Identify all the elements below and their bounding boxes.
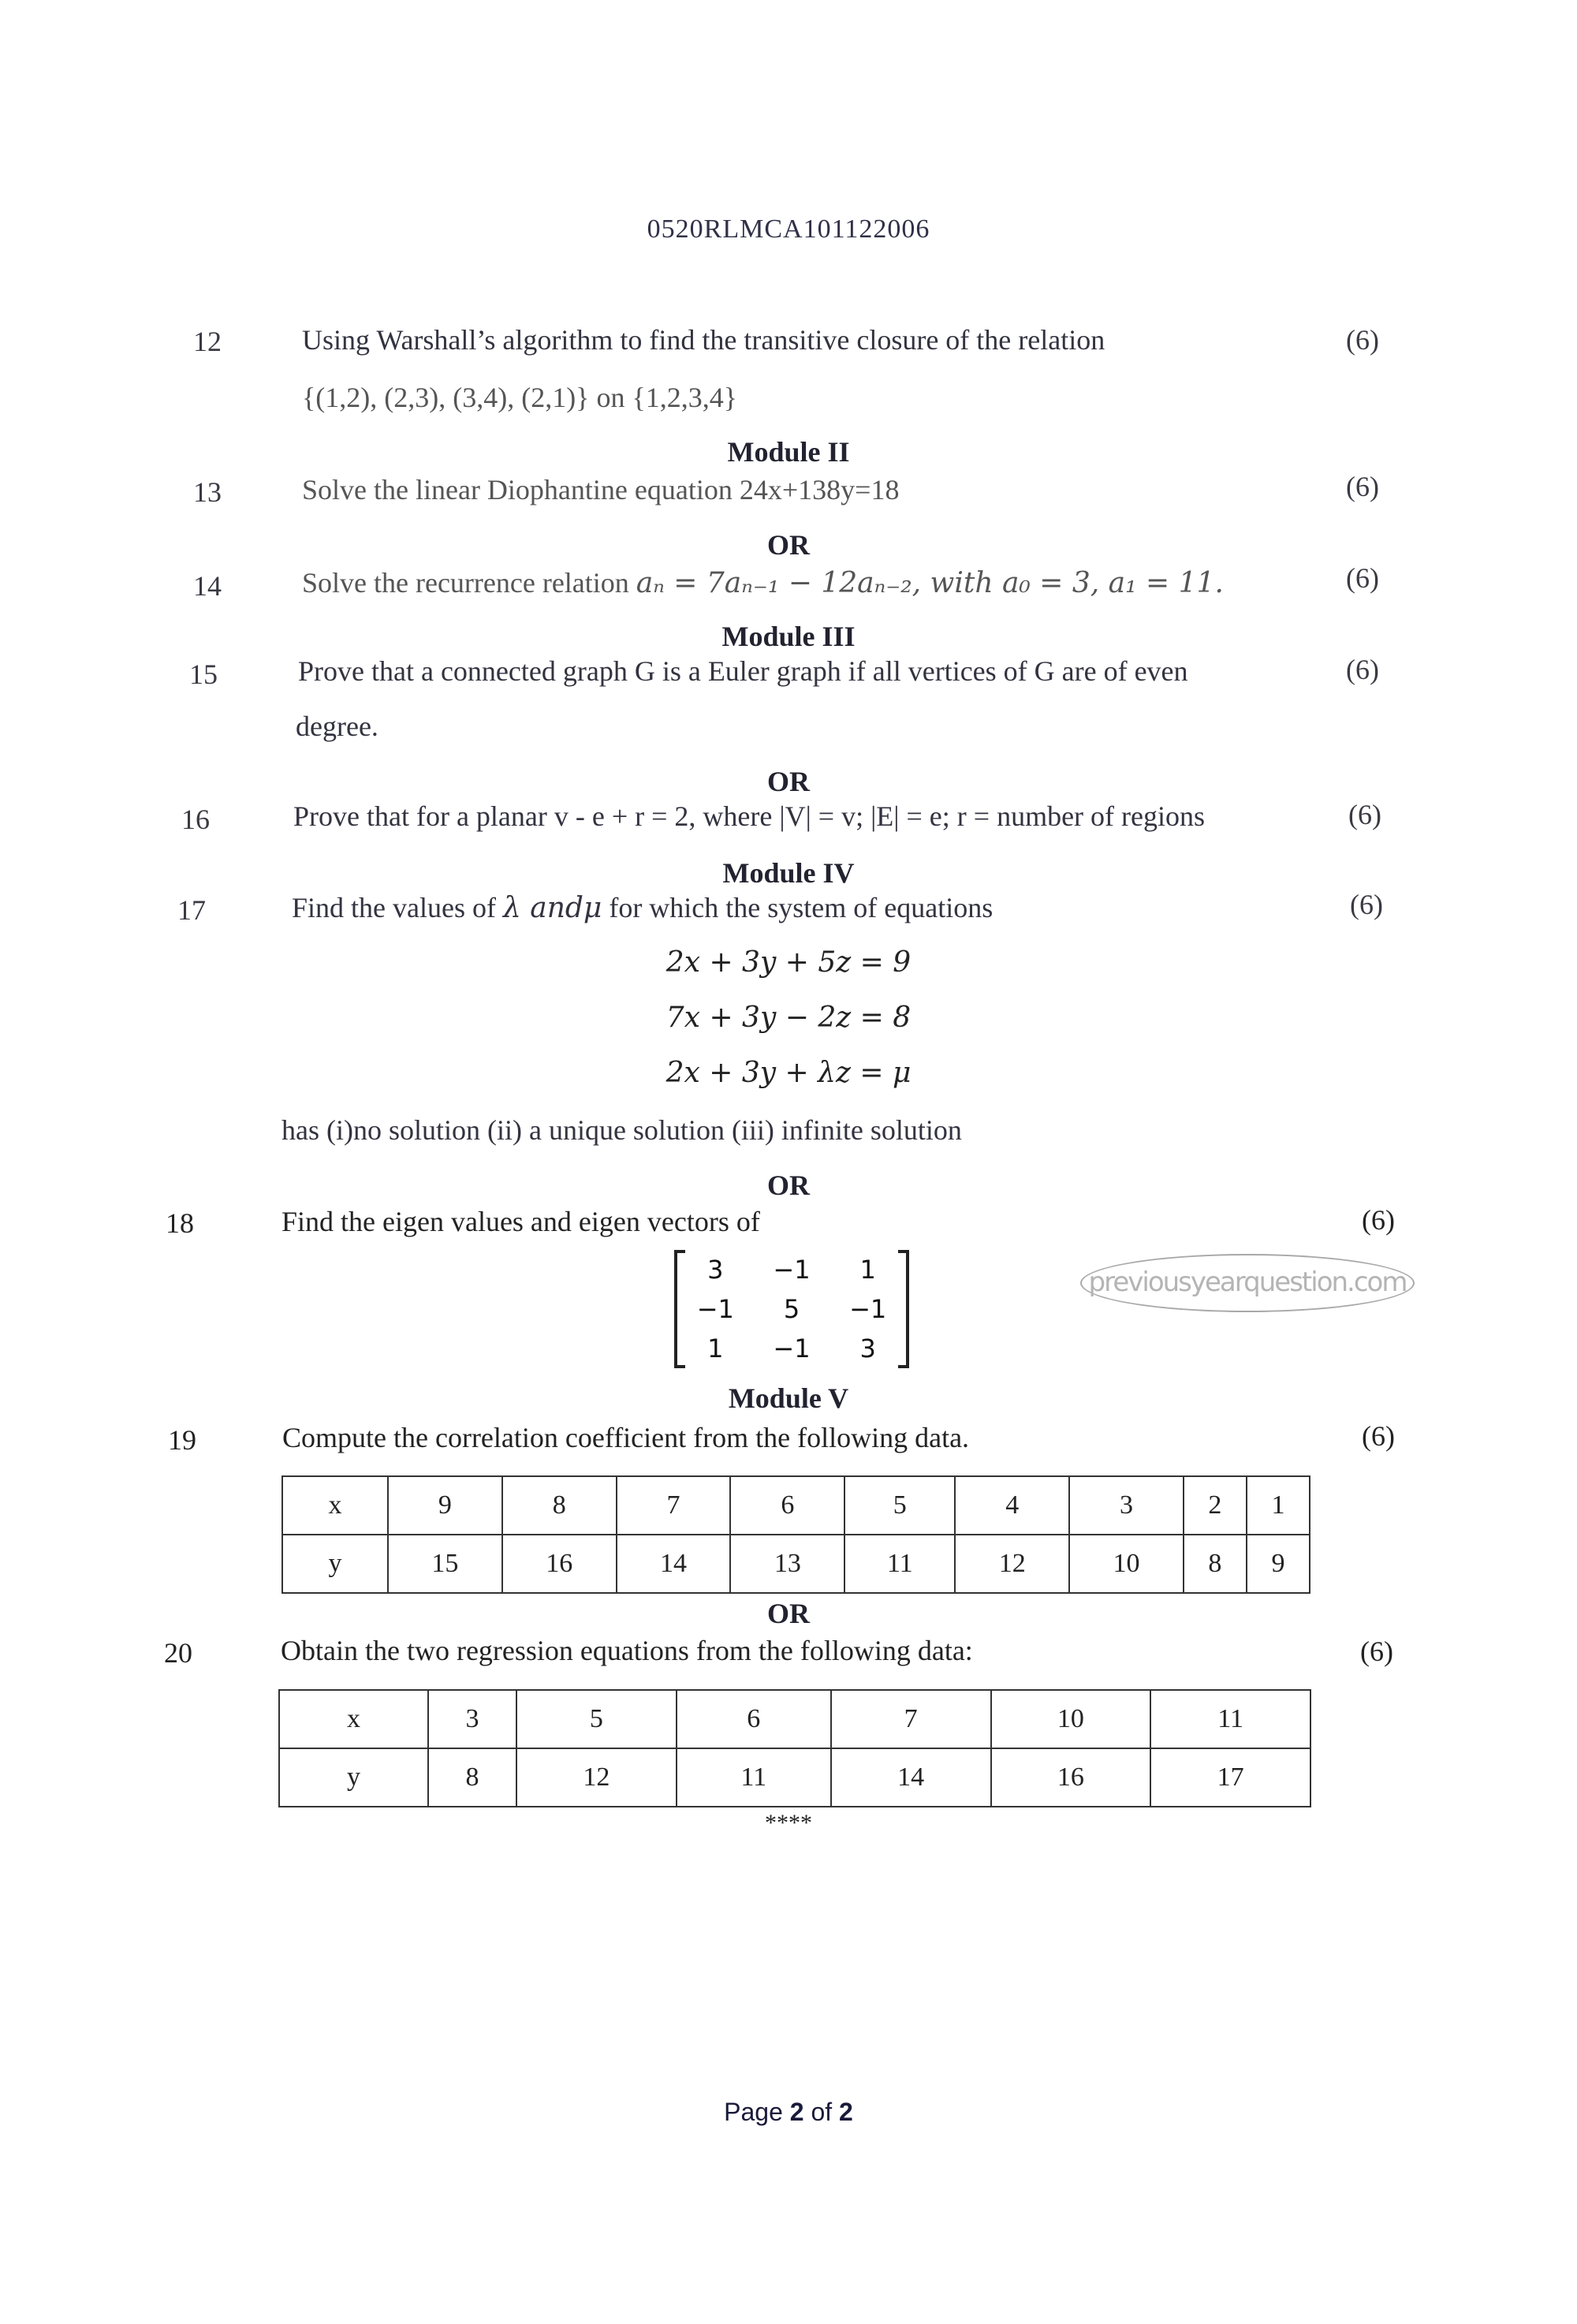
table-cell: 15 xyxy=(388,1535,502,1593)
question-marks-13: (6) xyxy=(1346,471,1379,502)
matrix-cell: 5 xyxy=(783,1294,800,1324)
question-number-15: 15 xyxy=(189,658,218,690)
page-footer xyxy=(0,2098,1577,2127)
table-cell: 4 xyxy=(955,1476,1069,1535)
table-cell: 7 xyxy=(831,1690,991,1748)
paper-code: 0520RLMCA101122006 xyxy=(647,214,930,244)
question-number-12: 12 xyxy=(193,326,222,357)
question-text-14-prefix: Solve the recurrence relation xyxy=(302,567,629,599)
table-cell: 3 xyxy=(1069,1476,1184,1535)
table-cell: 10 xyxy=(1069,1535,1184,1593)
question-number-20: 20 xyxy=(164,1637,192,1669)
table-cell: 3 xyxy=(428,1690,516,1748)
watermark-stamp: previousyearquestion.com xyxy=(1080,1254,1415,1312)
question-text-17-before: Find the values of xyxy=(292,892,496,923)
question-marks-12: (6) xyxy=(1346,324,1379,356)
matrix-cell: −1 xyxy=(849,1294,887,1324)
module-heading-3: Module III xyxy=(721,621,856,652)
question-text-12: Using Warshall’s algorithm to find the transitive closure of the relation xyxy=(302,324,1105,356)
table-cell: 5 xyxy=(844,1476,955,1535)
module-heading-4: Module IV xyxy=(722,857,855,889)
question-text-20: Obtain the two regression equations from the following data: xyxy=(281,1635,973,1666)
question-number-13: 13 xyxy=(193,476,222,508)
table-header-x: x xyxy=(279,1690,428,1748)
table-header-y: y xyxy=(282,1535,388,1593)
question-number-19: 19 xyxy=(168,1424,196,1456)
table-row-y xyxy=(282,1535,1310,1593)
table-cell: 14 xyxy=(831,1748,991,1807)
footer-current-page: 2 xyxy=(789,2098,804,2126)
end-of-paper-mark: **** xyxy=(765,1810,812,1836)
question-text-12-relation: {(1,2), (2,3), (3,4), (2,1)} on {1,2,3,4} xyxy=(302,382,738,413)
question-text-17 xyxy=(292,891,993,924)
question-marks-15: (6) xyxy=(1346,654,1379,685)
question-text-16: Prove that for a planar v - e + r = 2, where |V| = v; |E| = e; r = number of regions xyxy=(293,800,1206,832)
question-marks-14: (6) xyxy=(1346,562,1379,594)
module-heading-5: Module V xyxy=(728,1382,849,1414)
question-number-16: 16 xyxy=(181,804,210,835)
eigen-matrix xyxy=(674,1250,909,1368)
regression-data-table xyxy=(278,1689,1311,1807)
question-marks-19: (6) xyxy=(1362,1420,1395,1452)
table-cell: 8 xyxy=(1184,1535,1247,1593)
module-heading-2: Module II xyxy=(727,436,850,468)
question-text-18: Find the eigen values and eigen vectors of xyxy=(281,1206,760,1237)
question-marks-16: (6) xyxy=(1348,799,1381,830)
matrix-cell: 1 xyxy=(859,1255,876,1285)
table-cell: 6 xyxy=(677,1690,831,1748)
footer-of-label: of xyxy=(811,2098,833,2126)
or-separator-15-16: OR xyxy=(767,766,810,797)
table-cell: 9 xyxy=(388,1476,502,1535)
table-cell: 16 xyxy=(502,1535,617,1593)
question-text-14 xyxy=(302,566,1224,599)
recurrence-formula: aₙ = 7aₙ₋₁ − 12aₙ₋₂, with a₀ = 3, a₁ = 11. xyxy=(636,567,1224,599)
table-cell: 1 xyxy=(1247,1476,1310,1535)
table-cell: 9 xyxy=(1247,1535,1310,1593)
matrix-cell: 1 xyxy=(707,1334,724,1363)
table-cell: 17 xyxy=(1150,1748,1310,1807)
table-cell: 12 xyxy=(516,1748,677,1807)
matrix-cell: −1 xyxy=(773,1255,811,1285)
matrix-cell: −1 xyxy=(696,1294,734,1324)
question-marks-20: (6) xyxy=(1360,1636,1393,1667)
question-text-19: Compute the correlation coefficient from the following data. xyxy=(282,1422,970,1453)
table-cell: 13 xyxy=(730,1535,844,1593)
table-cell: 5 xyxy=(516,1690,677,1748)
question-text-15: Prove that a connected graph G is a Euler graph if all vertices of G are of even xyxy=(298,655,1188,687)
table-cell: 11 xyxy=(1150,1690,1310,1748)
table-row-x xyxy=(279,1690,1310,1748)
table-cell: 10 xyxy=(991,1690,1151,1748)
equation-1: 2x + 3y + 5z = 9 xyxy=(665,946,912,979)
table-cell: 8 xyxy=(502,1476,617,1535)
table-row-y xyxy=(279,1748,1310,1807)
matrix-cell: 3 xyxy=(707,1255,724,1285)
question-text-15-cont: degree. xyxy=(296,711,378,742)
question-text-13: Solve the linear Diophantine equation 24x+138y=18 xyxy=(302,474,900,505)
equation-2: 7x + 3y − 2z = 8 xyxy=(665,1002,912,1034)
or-separator-17-18: OR xyxy=(767,1169,810,1201)
footer-total-pages: 2 xyxy=(839,2098,853,2126)
table-cell: 16 xyxy=(991,1748,1151,1807)
table-cell: 11 xyxy=(844,1535,955,1593)
question-text-17-cont: has (i)no solution (ii) a unique solution (iii) infinite solution xyxy=(281,1114,962,1146)
question-number-18: 18 xyxy=(166,1207,194,1239)
or-separator-19-20: OR xyxy=(767,1598,810,1629)
or-separator-13-14: OR xyxy=(767,529,810,561)
table-cell: 12 xyxy=(955,1535,1069,1593)
question-marks-18: (6) xyxy=(1362,1204,1395,1236)
table-cell: 14 xyxy=(617,1535,731,1593)
table-row-x xyxy=(282,1476,1310,1535)
equation-3: 2x + 3y + λz = μ xyxy=(665,1057,912,1089)
table-header-y: y xyxy=(279,1748,428,1807)
table-cell: 2 xyxy=(1184,1476,1247,1535)
matrix-cell: 3 xyxy=(859,1334,876,1363)
table-cell: 8 xyxy=(428,1748,516,1807)
footer-page-label: Page xyxy=(724,2098,783,2126)
question-number-14: 14 xyxy=(193,570,222,602)
table-cell: 7 xyxy=(617,1476,731,1535)
correlation-data-table xyxy=(281,1475,1310,1594)
table-cell: 6 xyxy=(730,1476,844,1535)
question-text-17-after: for which the system of equations xyxy=(609,892,994,923)
matrix-cell: −1 xyxy=(773,1334,811,1363)
question-marks-17: (6) xyxy=(1350,889,1383,920)
question-number-17: 17 xyxy=(177,894,206,926)
table-header-x: x xyxy=(282,1476,388,1535)
lambda-mu-symbols: λ andμ xyxy=(502,892,602,924)
table-cell: 11 xyxy=(677,1748,831,1807)
